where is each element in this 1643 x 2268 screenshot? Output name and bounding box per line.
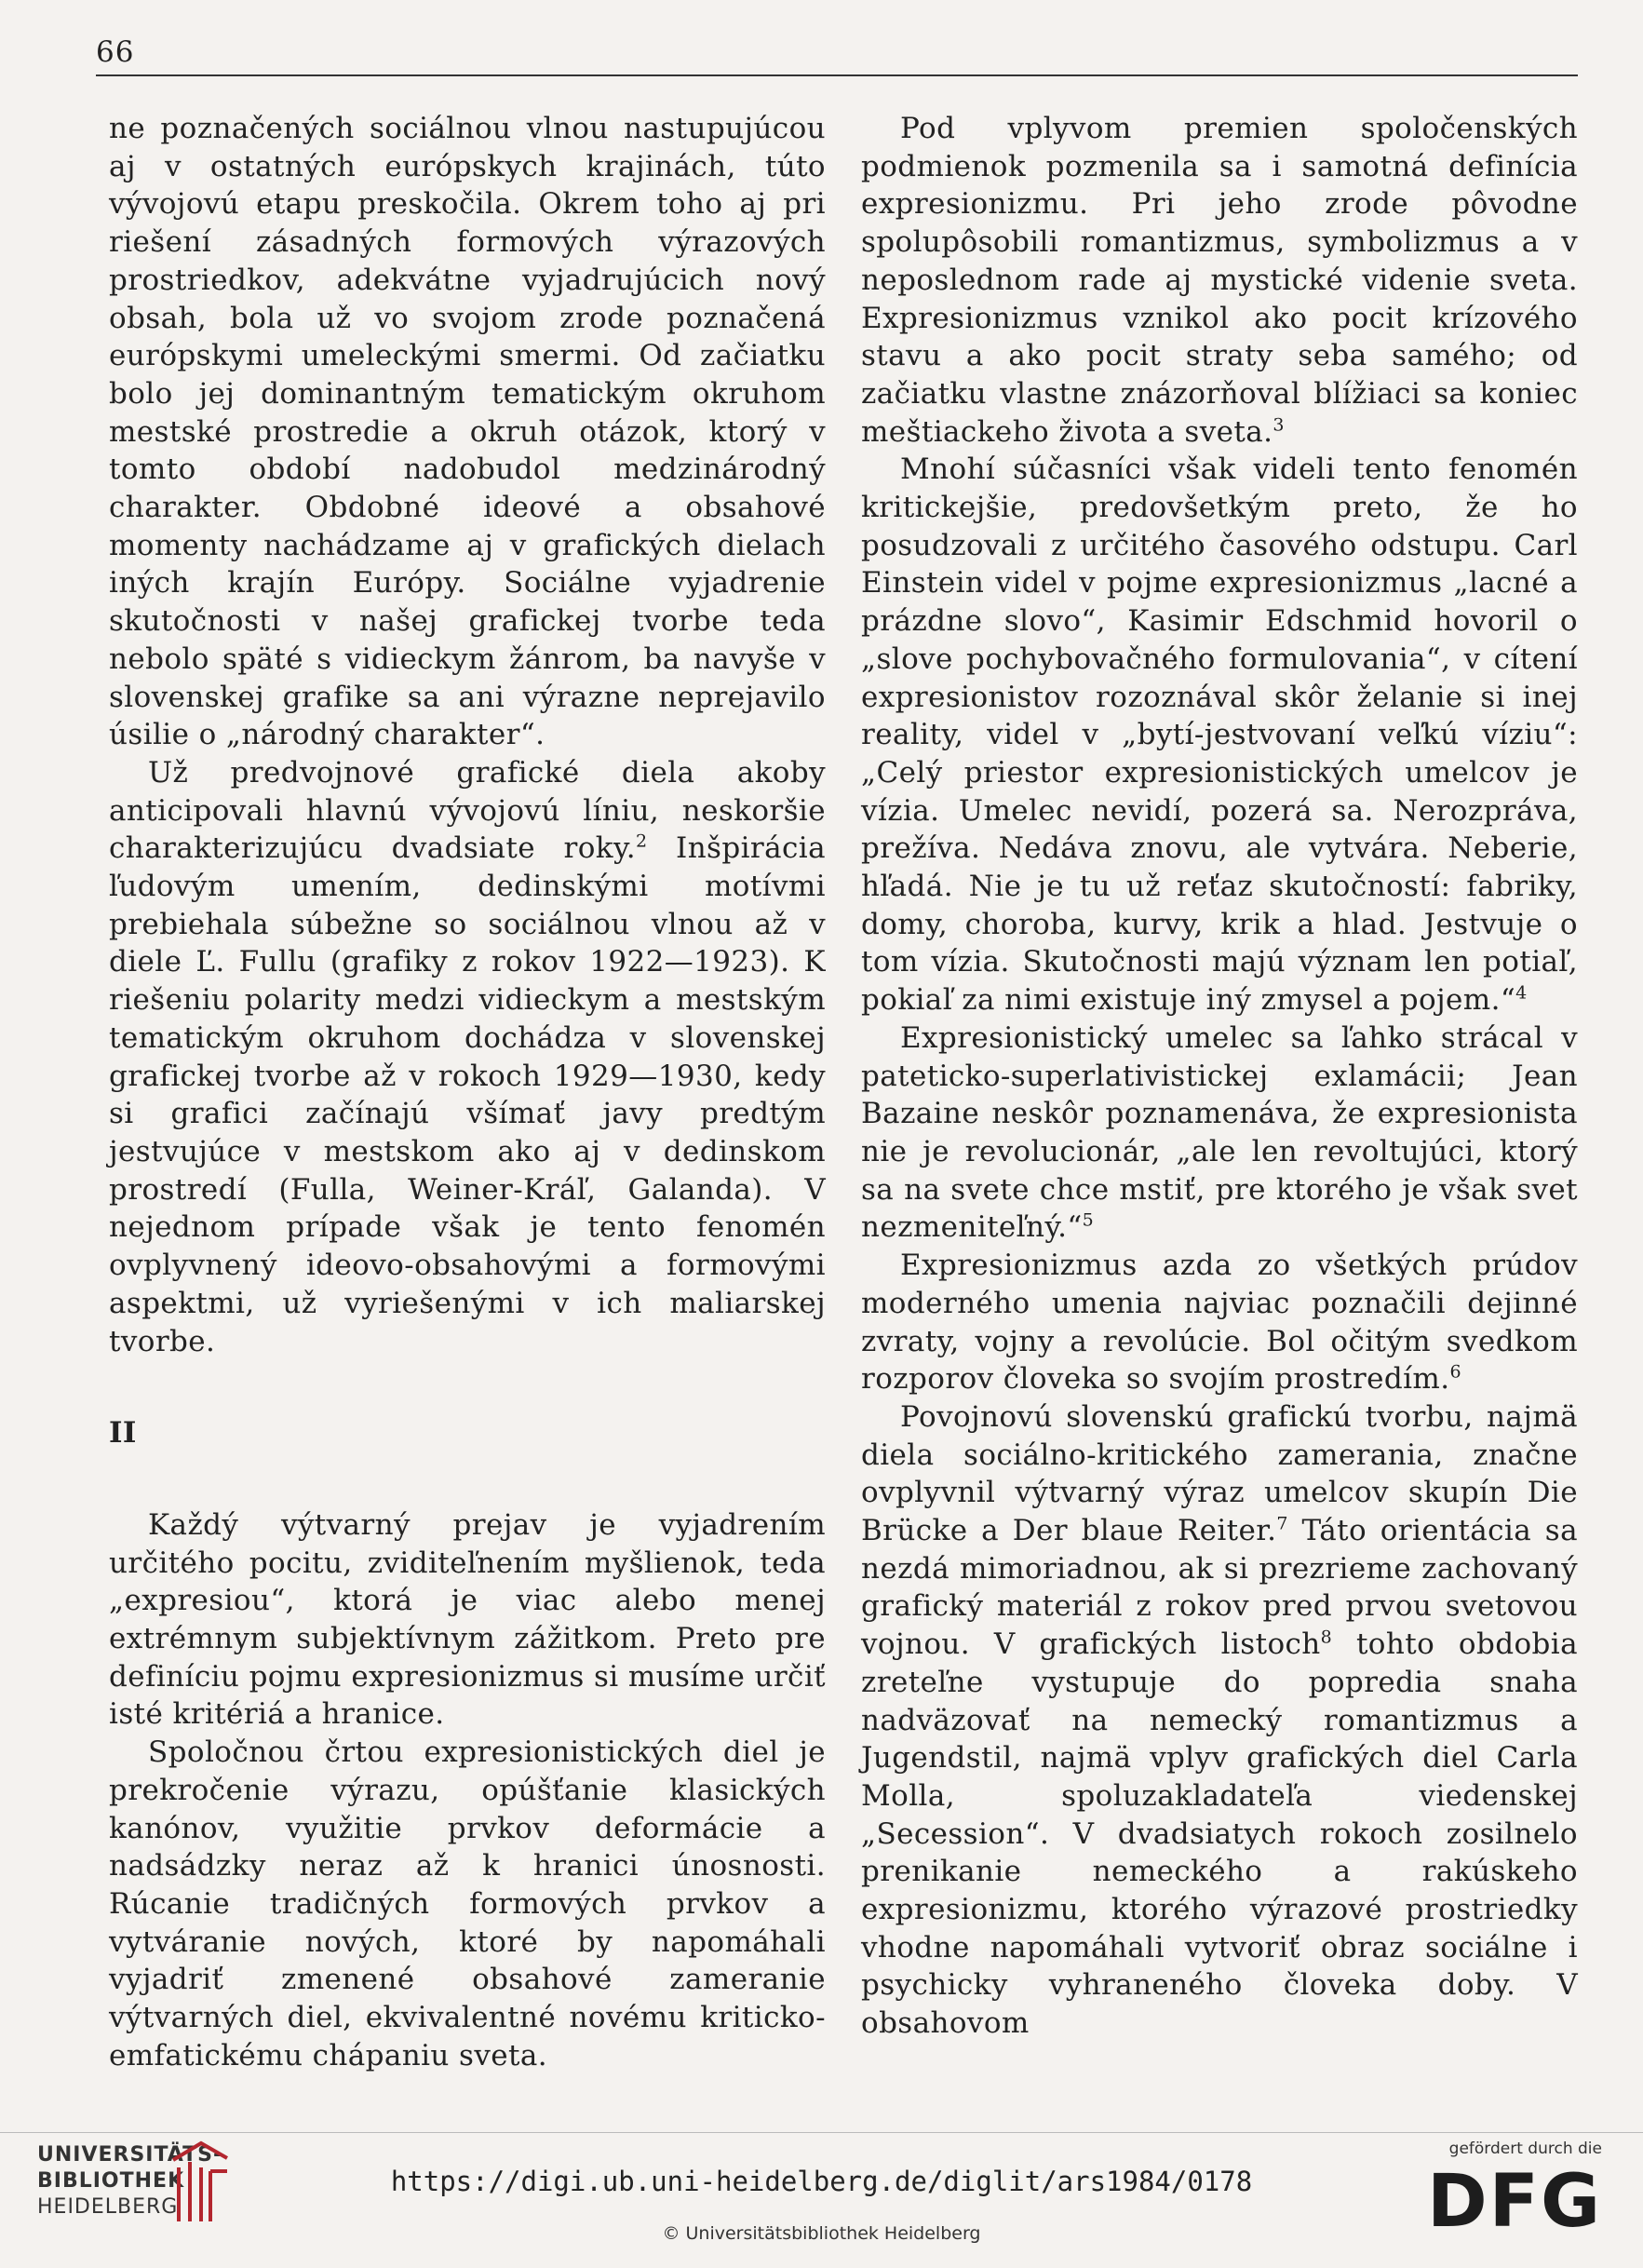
permalink-url[interactable]: https://digi.ub.uni-heidelberg.de/diglit/ars1984/0178 <box>390 2166 1253 2197</box>
paragraph-text: Mnohí súčasníci však videli tento fenomén kritickejšie, predovšetkým preto, že ho posudzovali z určitého časového odstupu. Carl Einstein videl v pojme expresionizmus „lacné a prázdne slovo“, Kasimir Edschmid hovoril o „slove pochybovačného formulovania“, v cítení expresionistov rozoznával skôr želanie si inej reality, videl v „bytí-jestvovaní veľkú víziu“: „Celý priestor expresionistických umelcov je vízia. Umelec nevidí, pozerá sa. Nerozpráva, prežíva. Nedáva znovu, ale vytvára. Neberie, hľadá. Nie je tu už reťaz skutočností: fabriky, domy, choroba, kurvy, krik a hlad. Jestvuje o tom vízia. Skutočnosti majú význam len potiaľ, pokiaľ za nimi existuje iný zmysel a pojem.“ <box>861 452 1578 1018</box>
paragraph-text: tohto obdobia zreteľne vystupuje do popredia snaha nadväzovať na nemecký romantizmus a Jugendstil, najmä vplyv grafických diel Carla Molla, spoluzakladateľa viedenskej „Secession“. V dvadsiatych rokoch zosilnelo prenikanie nemeckého a rakúskeho expresionizmu, ktorého výrazové prostriedky vhodne napomáhali vytvoriť obraz sociálne i psychicky vyhraneného človeka doby. V obsahovom <box>861 1627 1578 2041</box>
paragraph: Každý výtvarný prejav je vyjadrením určitého pocitu, zviditeľnením myšlienok, teda „expresiou“, ktorá je viac alebo menej extrémnym subjektívnym zážitkom. Preto pre definíciu pojmu expresionizmus si musíme určiť isté kritériá a hranice. <box>109 1507 826 1732</box>
copyright-notice: © Universitätsbibliothek Heidelberg <box>662 2223 981 2244</box>
library-name-line2[interactable]: BIBLIOTHEK <box>37 2169 185 2193</box>
paragraph-text: Už predvojnové grafické diela akoby anticipovali hlavnú vývojovú líniu, neskoršie charakterizujúcu dvadsiate roky. <box>109 755 826 866</box>
footnote-ref[interactable]: 7 <box>1276 1513 1288 1534</box>
footnote-ref[interactable]: 8 <box>1320 1627 1333 1648</box>
footnote-ref[interactable]: 4 <box>1515 982 1528 1004</box>
paragraph-text: Povojnovú slovenskú grafickú tvorbu, najmä diela sociálno-kritického zamerania, značne ovplyvnil výtvarný výraz umelcov skupín Die Brücke a Der blaue Reiter. <box>861 1399 1578 1548</box>
library-name-line1[interactable]: UNIVERSITÄTS- <box>37 2143 223 2167</box>
footer-rule <box>0 2132 1643 2133</box>
left-column <box>109 110 826 2074</box>
paragraph-text: Expresionizmus azda zo všetkých prúdov moderného umenia najviac poznačili dejinné zvraty, vojny a revolúcie. Bol očitým svedkom rozporov človeka so svojím prostredím. <box>861 1249 1578 1397</box>
paragraph <box>861 1398 1578 2043</box>
footnote-ref[interactable]: 2 <box>636 831 648 853</box>
footnote-ref[interactable]: 3 <box>1273 414 1285 436</box>
paragraph <box>861 110 1578 451</box>
footnote-ref[interactable]: 6 <box>1449 1361 1461 1383</box>
library-name-line3[interactable]: HEIDELBERG <box>37 2195 179 2219</box>
viewer-footer <box>0 2132 1643 2268</box>
paragraph-text: Expresionistický umelec sa ľahko strácal v pateticko-superlativistickej exlamácii; Jean Bazaine neskôr poznamenáva, že expresionista nie je revolucionár, „ale len revoltujúci, ktorý sa na svete chce mstiť, pre ktorého je však svet nezmeniteľný.“ <box>861 1020 1578 1245</box>
top-rule <box>96 74 1578 76</box>
section-heading: II <box>109 1416 137 1451</box>
page-number: 66 <box>96 35 135 69</box>
right-column <box>861 110 1578 2043</box>
paragraph <box>861 451 1578 1019</box>
sponsor-caption: gefördert durch die <box>1448 2140 1602 2158</box>
paragraph-text: Pod vplyvom premien spoločenských podmienok pozmenila sa i samotná definícia expresionizmu. Pri jeho zrode pôvodne spolupôsobili romantizmus, symbolizmus a v neposlednom rade aj mystické videnie sveta. Expresionizmus vznikol ako pocit krízového stavu a ako pocit straty seba samého; od začiatku vlastne znázorňoval blížiaci sa koniec meštiackeho života a sveta. <box>861 112 1578 449</box>
paragraph-text: Inšpirácia ľudovým umením, dedinskými motívmi prebiehala súbežne so sociálnou vlnou až v diele Ľ. Fullu (grafiky z rokov 1922—1923). K riešeniu polarity medzi vidieckym a mestským tematickým okruhom dochádza v slovenskej grafickej tvorbe až v rokoch 1929—1930, kedy si grafici začínajú všímať javy predtým jestvujúce v mestskom ako aj v dedinskom prostredí (Fulla, Weiner-Kráľ, Galanda). V nejednom prípade však je tento fenomén ovplyvnený ideovo-obsahovými a formovými aspektmi, už vyriešenými v ich maliarskej tvorbe. <box>109 831 826 1358</box>
paragraph <box>861 1019 1578 1247</box>
paragraph <box>861 1247 1578 1398</box>
paragraph <box>109 754 826 1360</box>
paragraph-text: Táto orientácia sa nezdá mimoriadnou, ak si prezrieme zachovaný grafický materiál z rokov pred prvou svetovou vojnou. V grafických listoch <box>861 1514 1578 1662</box>
dfg-logo[interactable]: DFG <box>1426 2160 1602 2244</box>
paragraph: Spoločnou črtou expresionistických diel je prekročenie výrazu, opúšťanie klasických kanónov, využitie prvkov deformácie a nadsádzky neraz až k hranici únosnosti. Rúcanie tradičných formových prvkov a vytváranie nových, ktoré by napomáhali vyjadriť zmenené obsahové zameranie výtvarných diel, ekvivalentné novému kriticko-emfatickému chápaniu sveta. <box>109 1735 826 2072</box>
footnote-ref[interactable]: 5 <box>1082 1210 1095 1232</box>
paragraph: ne poznačených sociálnou vlnou nastupujúcou aj v ostatných európskych krajinách, túto vývojovú etapu preskočila. Okrem toho aj pri riešení zásadných formových výrazových prostriedkov, adekvátne vyjadrujúcich nový obsah, bola už vo svojom zrode poznačená európskymi umeleckými smermi. Od začiatku bolo jej dominantným tematickým okruhom mestské prostredie a okruh otázok, ktorý v tomto období nadobudol medzinárodný charakter. Obdobné ideové a obsahové momenty nachádzame aj v grafických dielach iných krajín Európy. Sociálne vyjadrenie skutočnosti v našej grafickej tvorbe teda nebolo späté s vidieckym žánrom, ba navyše v slovenskej grafike sa ani výrazne neprejavilo úsilie o „národný charakter“. <box>109 112 826 752</box>
